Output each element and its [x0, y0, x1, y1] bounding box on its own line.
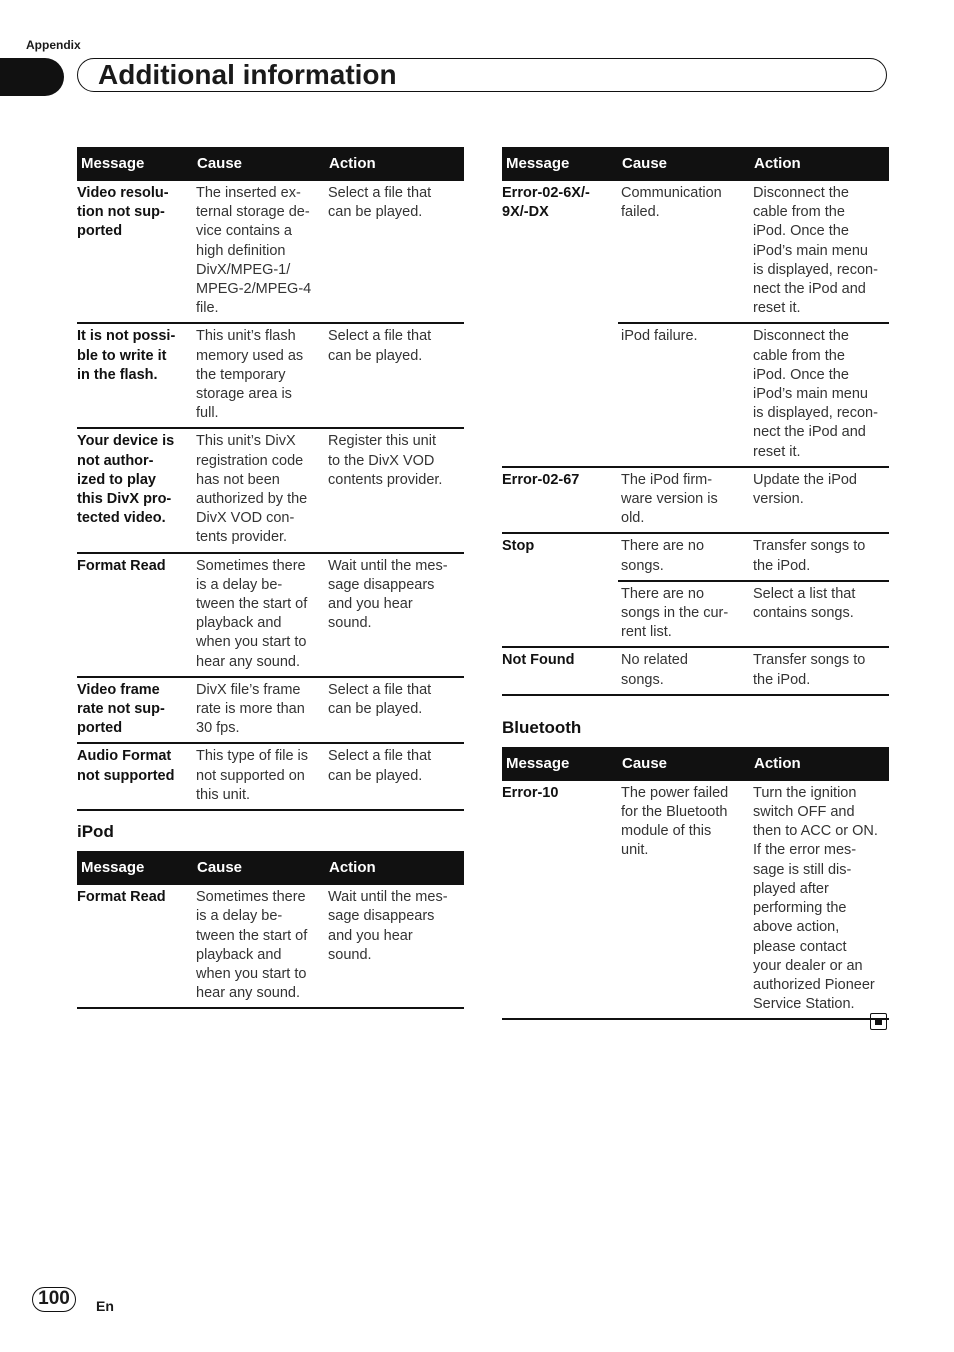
header-message: Message: [77, 851, 193, 885]
table-row: [502, 467, 889, 534]
header-message: Message: [77, 147, 193, 181]
ipod-section-title: iPod: [77, 822, 114, 842]
bluetooth-table-body: [502, 781, 889, 1019]
table-row: [77, 677, 464, 744]
language-code: En: [96, 1298, 114, 1314]
end-mark-icon: [870, 1013, 887, 1030]
ipod-table-body: [77, 885, 464, 1008]
header-message: Message: [502, 147, 618, 181]
cause-cell: DivX file’s frame rate is more than 30 fps.: [193, 677, 325, 744]
section-label: Appendix: [26, 38, 81, 52]
table-row: [77, 323, 464, 428]
message-cell: Error-02-67: [502, 467, 618, 534]
right-column: [502, 147, 889, 1020]
action-cell: Select a file that can be played.: [325, 323, 464, 428]
message-cell: Video frame rate not sup- ported: [77, 677, 193, 744]
table-row: [502, 647, 889, 694]
action-cell: Select a file that can be played.: [325, 677, 464, 744]
message-cell: Format Read: [77, 885, 193, 1008]
table-row: [502, 781, 889, 1019]
header-message: Message: [502, 747, 618, 781]
action-cell: Disconnect the cable from the iPod. Once the iPod’s main menu is displayed, recon- nect the iPod and reset it.: [750, 323, 889, 466]
message-cell: Video resolu- tion not sup- ported: [77, 181, 193, 323]
action-cell: Select a list that contains songs.: [750, 581, 889, 648]
section-tab: [0, 58, 64, 96]
action-cell: Wait until the mes- sage disappears and you hear sound.: [325, 885, 464, 1008]
message-cell: Not Found: [502, 647, 618, 694]
header-action: Action: [750, 147, 889, 181]
action-cell: Update the iPod version.: [750, 467, 889, 534]
ipod-message-table: [77, 851, 464, 1009]
message-cell: Audio Format not supported: [77, 743, 193, 810]
table-row: [77, 743, 464, 810]
message-cell: Error-10: [502, 781, 618, 1019]
header-action: Action: [750, 747, 889, 781]
header-cause: Cause: [618, 747, 750, 781]
divx-message-table: [77, 147, 464, 811]
cause-cell: This type of file is not supported on this unit.: [193, 743, 325, 810]
table-row: [77, 181, 464, 323]
header-cause: Cause: [618, 147, 750, 181]
message-cell: Format Read: [77, 553, 193, 677]
table-row: [77, 885, 464, 1008]
table-header-row: [77, 147, 464, 181]
ipod-error-table: [502, 147, 889, 696]
cause-cell: There are no songs in the cur- rent list.: [618, 581, 750, 648]
page-number: 100: [32, 1287, 76, 1312]
table-header-row: [77, 851, 464, 885]
message-cell: Stop: [502, 533, 618, 647]
action-cell: Turn the ignition switch OFF and then to ACC or ON. If the error mes- sage is still dis- played after performing the above action, please contact your dealer or an authorized Pioneer Service Station.: [750, 781, 889, 1019]
cause-cell: The power failed for the Bluetooth module of this unit.: [618, 781, 750, 1019]
table-header-row: [502, 147, 889, 181]
cause-cell: No related songs.: [618, 647, 750, 694]
left-column: [77, 147, 464, 1009]
cause-cell: Sometimes there is a delay be- tween the start of playback and when you start to hear any sound.: [193, 885, 325, 1008]
header-cause: Cause: [193, 147, 325, 181]
bluetooth-section-title: Bluetooth: [502, 717, 582, 737]
title-bar: [77, 58, 887, 92]
header-action: Action: [325, 147, 464, 181]
message-cell: Your device is not author- ized to play this DivX pro- tected video.: [77, 428, 193, 552]
message-cell: It is not possi- ble to write it in the flash.: [77, 323, 193, 428]
cause-cell: Sometimes there is a delay be- tween the start of playback and when you start to hear any sound.: [193, 553, 325, 677]
table-header-row: [502, 747, 889, 781]
action-cell: Register this unit to the DivX VOD contents provider.: [325, 428, 464, 552]
action-cell: Select a file that can be played.: [325, 181, 464, 323]
page-title: Additional information: [98, 59, 397, 90]
cause-cell: Communication failed.: [618, 181, 750, 323]
action-cell: Wait until the mes- sage disappears and you hear sound.: [325, 553, 464, 677]
divx-table-body: [77, 181, 464, 810]
action-cell: Transfer songs to the iPod.: [750, 533, 889, 580]
action-cell: Select a file that can be played.: [325, 743, 464, 810]
cause-cell: There are no songs.: [618, 533, 750, 580]
cause-cell: This unit’s DivX registration code has not been authorized by the DivX VOD con- tents provider.: [193, 428, 325, 552]
action-cell: Transfer songs to the iPod.: [750, 647, 889, 694]
cause-cell: The inserted ex- ternal storage de- vice contains a high definition DivX/MPEG-1/ MPEG-2/MPEG-4 file.: [193, 181, 325, 323]
cause-cell: iPod failure.: [618, 323, 750, 466]
header-action: Action: [325, 851, 464, 885]
bluetooth-message-table: [502, 747, 889, 1020]
table-row: [77, 553, 464, 677]
cause-cell: The iPod firm- ware version is old.: [618, 467, 750, 534]
table-row: [502, 181, 889, 323]
cause-cell: This unit’s flash memory used as the temporary storage area is full.: [193, 323, 325, 428]
action-cell: Disconnect the cable from the iPod. Once the iPod’s main menu is displayed, recon- nect the iPod and reset it.: [750, 181, 889, 323]
table-row: [77, 428, 464, 552]
table-row: [502, 533, 889, 580]
message-cell: Error-02-6X/- 9X/-DX: [502, 181, 618, 467]
header-cause: Cause: [193, 851, 325, 885]
